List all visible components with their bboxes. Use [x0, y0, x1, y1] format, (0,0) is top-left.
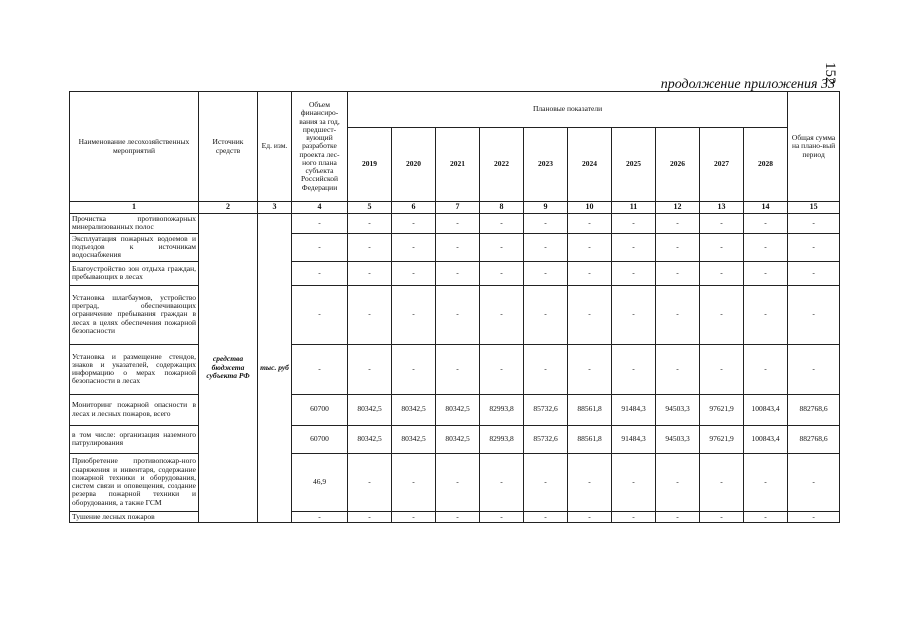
year-value-cell: -: [700, 344, 744, 394]
column-index: 8: [480, 202, 524, 214]
total-cell: -: [788, 213, 840, 233]
year-value-cell: -: [392, 261, 436, 285]
table-row: [70, 233, 840, 261]
year-value-cell: -: [392, 213, 436, 233]
volume-cell: -: [292, 285, 348, 344]
total-cell: -: [788, 285, 840, 344]
year-value-cell: -: [480, 261, 524, 285]
year-value-cell: 80342,5: [392, 425, 436, 453]
year-value-cell: -: [348, 344, 392, 394]
year-value-cell: -: [436, 261, 480, 285]
year-value-cell: -: [392, 453, 436, 511]
table-row: [70, 425, 840, 453]
year-value-cell: 100843,4: [744, 425, 788, 453]
year-value-cell: -: [568, 285, 612, 344]
year-value-cell: -: [436, 233, 480, 261]
year-value-cell: -: [656, 285, 700, 344]
year-value-cell: -: [700, 453, 744, 511]
header-source: Источник средств: [199, 92, 258, 202]
year-value-cell: -: [392, 344, 436, 394]
year-value-cell: -: [524, 213, 568, 233]
row-name: Благоустройство зон отдыха граждан, пребывающих в лесах: [70, 261, 199, 285]
header-plan: Плановые показатели: [348, 92, 788, 128]
row-name: Установка шлагбаумов, устройство преград, обеспечивающих ограничение пребывания граждан в лесах в целях обеспечения пожарной безопасности: [70, 285, 199, 344]
year-value-cell: -: [612, 344, 656, 394]
year-value-cell: -: [700, 233, 744, 261]
year-value-cell: -: [392, 285, 436, 344]
year-value-cell: -: [612, 233, 656, 261]
year-value-cell: -: [480, 285, 524, 344]
year-value-cell: -: [436, 511, 480, 522]
header-year: 2024: [568, 128, 612, 202]
year-value-cell: -: [348, 511, 392, 522]
year-value-cell: -: [744, 511, 788, 522]
table-row: [70, 261, 840, 285]
year-value-cell: 97621,9: [700, 425, 744, 453]
year-value-cell: -: [348, 233, 392, 261]
year-value-cell: -: [568, 213, 612, 233]
year-value-cell: 80342,5: [392, 394, 436, 425]
year-value-cell: -: [524, 511, 568, 522]
year-value-cell: 97621,9: [700, 394, 744, 425]
year-value-cell: -: [480, 511, 524, 522]
column-index: 9: [524, 202, 568, 214]
year-value-cell: -: [524, 344, 568, 394]
page-number: 152: [822, 62, 838, 85]
total-cell: 882768,6: [788, 425, 840, 453]
column-index: 4: [292, 202, 348, 214]
year-value-cell: -: [524, 453, 568, 511]
volume-cell: 60700: [292, 425, 348, 453]
year-value-cell: -: [348, 261, 392, 285]
row-name: Эксплуатация пожарных водоемов и подъездов к источникам водоснабжения: [70, 233, 199, 261]
year-value-cell: -: [700, 213, 744, 233]
header-volume: Объем финансиро-вания за год, предшест-вующий разработке проекта лес-ного плана субъекта Российской Федерации: [292, 92, 348, 202]
year-value-cell: -: [524, 285, 568, 344]
header-year: 2026: [656, 128, 700, 202]
year-value-cell: -: [612, 453, 656, 511]
year-value-cell: -: [436, 285, 480, 344]
year-value-cell: -: [348, 285, 392, 344]
year-value-cell: -: [744, 453, 788, 511]
volume-cell: 46,9: [292, 453, 348, 511]
header-unit: Ед. изм.: [258, 92, 292, 202]
year-value-cell: 91484,3: [612, 394, 656, 425]
year-value-cell: -: [568, 453, 612, 511]
volume-cell: -: [292, 261, 348, 285]
year-value-cell: -: [744, 213, 788, 233]
year-value-cell: 88561,8: [568, 425, 612, 453]
year-value-cell: -: [348, 213, 392, 233]
year-value-cell: -: [612, 511, 656, 522]
year-value-cell: -: [612, 261, 656, 285]
year-value-cell: -: [348, 453, 392, 511]
column-index: 3: [258, 202, 292, 214]
year-value-cell: -: [568, 344, 612, 394]
year-value-cell: 80342,5: [436, 425, 480, 453]
year-value-cell: 85732,6: [524, 394, 568, 425]
year-value-cell: 80342,5: [348, 394, 392, 425]
year-value-cell: -: [612, 285, 656, 344]
year-value-cell: -: [524, 233, 568, 261]
row-name: в том числе: организация наземного патрулирования: [70, 425, 199, 453]
year-value-cell: -: [656, 213, 700, 233]
year-value-cell: -: [744, 344, 788, 394]
year-value-cell: -: [700, 285, 744, 344]
table-row: [70, 511, 840, 522]
header-name: Наименование лесохозяйственных мероприятий: [70, 92, 199, 202]
total-cell: -: [788, 233, 840, 261]
total-cell: 882768,6: [788, 394, 840, 425]
year-value-cell: -: [744, 285, 788, 344]
table-row: [70, 344, 840, 394]
year-value-cell: 88561,8: [568, 394, 612, 425]
column-index: 14: [744, 202, 788, 214]
total-cell: -: [788, 344, 840, 394]
year-value-cell: -: [656, 511, 700, 522]
document-subtitle: продолжение приложения 33: [660, 77, 835, 92]
year-value-cell: 91484,3: [612, 425, 656, 453]
volume-cell: -: [292, 511, 348, 522]
unit-cell: тыс. руб: [258, 213, 292, 522]
year-value-cell: 82993,8: [480, 394, 524, 425]
year-value-cell: -: [480, 213, 524, 233]
year-value-cell: -: [744, 261, 788, 285]
column-index: 1: [70, 202, 199, 214]
year-value-cell: -: [392, 233, 436, 261]
column-index: 6: [392, 202, 436, 214]
column-index: 11: [612, 202, 656, 214]
header-year: 2027: [700, 128, 744, 202]
year-value-cell: -: [436, 453, 480, 511]
table-row: [70, 285, 840, 344]
column-index: 15: [788, 202, 840, 214]
column-index: 10: [568, 202, 612, 214]
header-year: 2019: [348, 128, 392, 202]
year-value-cell: -: [436, 213, 480, 233]
header-year: 2020: [392, 128, 436, 202]
row-name: Приобретение противопожар-ного снаряжения и инвентаря, содержание пожарной техники и оборудования, систем связи и оповещения, создание резерва пожарной техники и оборудования, а также ГСМ: [70, 453, 199, 511]
header-year: 2025: [612, 128, 656, 202]
forestry-plan-table: [69, 91, 840, 523]
header-year: 2022: [480, 128, 524, 202]
volume-cell: -: [292, 213, 348, 233]
volume-cell: -: [292, 233, 348, 261]
year-value-cell: 80342,5: [348, 425, 392, 453]
row-name: Установка и размещение стендов, знаков и указателей, содержащих информацию о мерах пожарной безопасности в лесах: [70, 344, 199, 394]
column-index: 12: [656, 202, 700, 214]
year-value-cell: 85732,6: [524, 425, 568, 453]
year-value-cell: -: [656, 261, 700, 285]
year-value-cell: 94503,3: [656, 394, 700, 425]
row-name: Тушение лесных пожаров: [70, 511, 199, 522]
year-value-cell: -: [568, 511, 612, 522]
table-row: [70, 213, 840, 233]
column-index: 13: [700, 202, 744, 214]
total-cell: -: [788, 261, 840, 285]
total-cell: -: [788, 511, 840, 522]
column-index: 7: [436, 202, 480, 214]
header-year: 2021: [436, 128, 480, 202]
year-value-cell: -: [568, 261, 612, 285]
source-cell: средства бюджета субъекта РФ: [199, 213, 258, 522]
volume-cell: 60700: [292, 394, 348, 425]
year-value-cell: -: [612, 213, 656, 233]
year-value-cell: -: [436, 344, 480, 394]
year-value-cell: -: [568, 233, 612, 261]
year-value-cell: 94503,3: [656, 425, 700, 453]
table-row: [70, 453, 840, 511]
header-total: Общая сумма на плано-вый период: [788, 92, 840, 202]
year-value-cell: 82993,8: [480, 425, 524, 453]
year-value-cell: -: [656, 453, 700, 511]
year-value-cell: 100843,4: [744, 394, 788, 425]
year-value-cell: -: [392, 511, 436, 522]
total-cell: -: [788, 453, 840, 511]
header-year: 2028: [744, 128, 788, 202]
year-value-cell: -: [700, 261, 744, 285]
year-value-cell: -: [700, 511, 744, 522]
year-value-cell: -: [656, 233, 700, 261]
volume-cell: -: [292, 344, 348, 394]
column-index: 2: [199, 202, 258, 214]
year-value-cell: -: [744, 233, 788, 261]
year-value-cell: -: [524, 261, 568, 285]
year-value-cell: -: [480, 233, 524, 261]
year-value-cell: -: [656, 344, 700, 394]
year-value-cell: -: [480, 453, 524, 511]
header-year: 2023: [524, 128, 568, 202]
column-index: 5: [348, 202, 392, 214]
row-name: Мониторинг пожарной опасности в лесах и лесных пожаров, всего: [70, 394, 199, 425]
year-value-cell: -: [480, 344, 524, 394]
row-name: Прочистка противопожарных минерализованных полос: [70, 213, 199, 233]
table-row: [70, 394, 840, 425]
year-value-cell: 80342,5: [436, 394, 480, 425]
